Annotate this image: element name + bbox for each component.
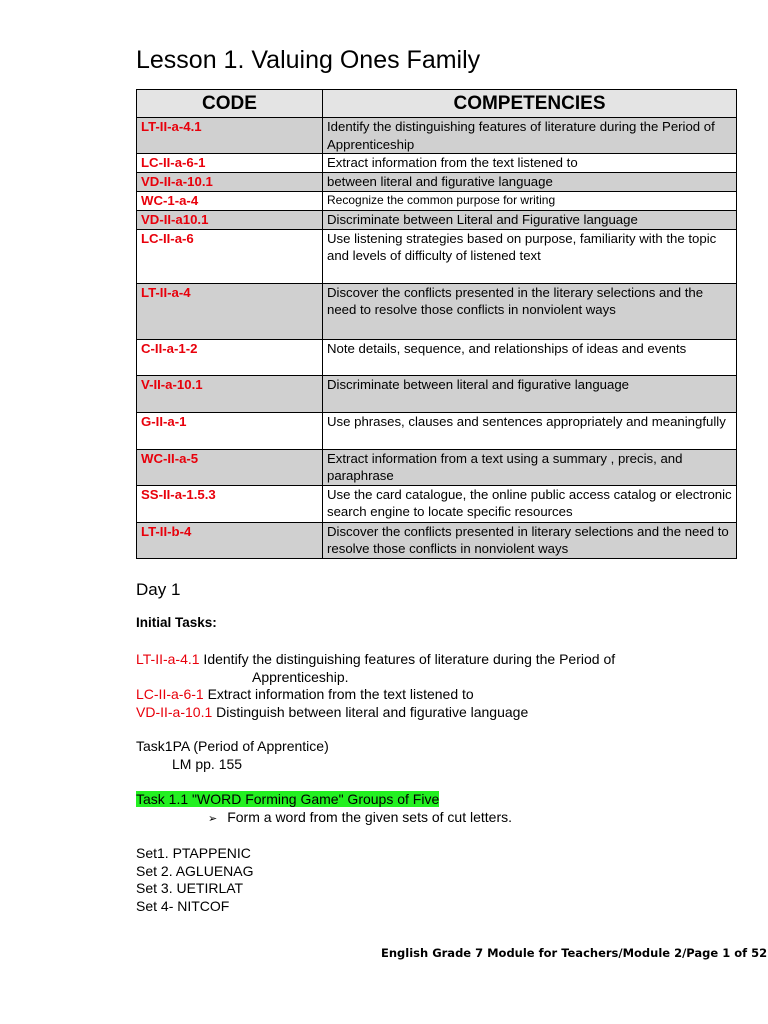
table-header-row bbox=[137, 90, 737, 118]
row-competency: Use listening strategies based on purpose, familiarity with the topic and levels of difficulty of listened text bbox=[323, 229, 737, 283]
set-item: Set 4- NITCOF bbox=[136, 897, 230, 914]
task-code: LC-II-a-6-1 bbox=[136, 686, 204, 702]
task-text: Identify the distinguishing features of literature during the Period of bbox=[199, 651, 616, 667]
footer-prefix: English Grade 7 Module for Teachers/Module 2/Page bbox=[381, 946, 723, 960]
row-competency: Recognize the common purpose for writing bbox=[323, 192, 737, 211]
row-code: VD-II-a-10.1 bbox=[137, 173, 323, 192]
task-text: Distinguish between literal and figurative language bbox=[212, 703, 529, 720]
page-title: Lesson 1. Valuing Ones Family bbox=[136, 46, 481, 74]
row-competency: Use the card catalogue, the online public access catalog or electronic search engine to locate specific resources bbox=[323, 485, 737, 522]
row-competency: Discover the conflicts presented in the literary selections and the need to resolve those conflicts in nonviolent ways bbox=[323, 283, 737, 339]
competencies-table bbox=[136, 89, 737, 559]
initial-task-item bbox=[136, 651, 726, 669]
competencies-header: COMPETENCIES bbox=[323, 90, 737, 118]
table-row bbox=[137, 118, 737, 154]
row-competency: Discover the conflicts presented in literary selections and the need to resolve those conflicts in nonviolent ways bbox=[323, 522, 737, 558]
row-competency: Extract information from the text listened to bbox=[323, 154, 737, 173]
row-code: C-II-a-1-2 bbox=[137, 339, 323, 375]
footer-page: 1 bbox=[722, 946, 731, 960]
table-row bbox=[137, 229, 737, 283]
task-continuation: Apprenticeship. bbox=[252, 668, 349, 685]
footer-of: of bbox=[730, 946, 752, 960]
task11-block bbox=[136, 791, 512, 828]
row-code: LT-II-b-4 bbox=[137, 522, 323, 558]
arrow-bullet-icon: ➢ bbox=[208, 812, 218, 825]
initial-task-item bbox=[136, 704, 726, 722]
row-competency: Identify the distinguishing features of literature during the Period of Apprenticeship bbox=[323, 118, 737, 154]
table-row bbox=[137, 522, 737, 558]
initial-task-item bbox=[136, 686, 726, 704]
row-code: WC-II-a-5 bbox=[137, 449, 323, 485]
task11-bullet-text: Form a word from the given sets of cut letters. bbox=[227, 808, 512, 825]
table-row bbox=[137, 449, 737, 485]
table-row bbox=[137, 154, 737, 173]
table-row bbox=[137, 339, 737, 375]
row-code: LC-II-a-6 bbox=[137, 229, 323, 283]
row-competency: Extract information from a text using a summary , precis, and paraphrase bbox=[323, 449, 737, 485]
set-item: Set1. PTAPPENIC bbox=[136, 845, 251, 861]
row-code: G-II-a-1 bbox=[137, 412, 323, 449]
set-item: Set 2. AGLUENAG bbox=[136, 862, 254, 879]
table-row bbox=[137, 210, 737, 229]
row-code: V-II-a-10.1 bbox=[137, 375, 323, 412]
code-header: CODE bbox=[137, 90, 323, 118]
row-code: LT-II-a-4 bbox=[137, 283, 323, 339]
table-row bbox=[137, 192, 737, 211]
row-code: LC-II-a-6-1 bbox=[137, 154, 323, 173]
row-competency: Use phrases, clauses and sentences appropriately and meaningfully bbox=[323, 412, 737, 449]
task-code: VD-II-a-10.1 bbox=[136, 703, 213, 720]
task1-reference: LM pp. 155 bbox=[172, 755, 243, 772]
row-code: SS-II-a-1.5.3 bbox=[137, 485, 323, 522]
footer-total: 52 bbox=[751, 946, 768, 960]
task-code: LT-II-a-4.1 bbox=[136, 651, 200, 667]
row-code: WC-1-a-4 bbox=[137, 192, 323, 211]
table-row bbox=[137, 375, 737, 412]
row-code: VD-II-a10.1 bbox=[137, 210, 323, 229]
table-row bbox=[137, 173, 737, 192]
page-footer bbox=[381, 946, 767, 960]
task-text: Extract information from the text listened to bbox=[203, 686, 474, 702]
task1-block bbox=[136, 738, 329, 773]
table-row bbox=[137, 485, 737, 522]
row-code: LT-II-a-4.1 bbox=[137, 118, 323, 154]
row-competency: between literal and figurative language bbox=[323, 173, 737, 192]
initial-tasks-list bbox=[136, 651, 726, 721]
table-row bbox=[137, 283, 737, 339]
set-item: Set 3. UETIRLAT bbox=[136, 880, 244, 896]
initial-tasks-heading: Initial Tasks: bbox=[136, 615, 217, 630]
table-row bbox=[137, 412, 737, 449]
day-heading: Day 1 bbox=[136, 580, 181, 599]
task11-bullet bbox=[136, 809, 512, 829]
task11-title: Task 1.1 "WORD Forming Game" Groups of Five bbox=[136, 791, 440, 807]
letter-sets bbox=[136, 845, 254, 915]
row-competency: Note details, sequence, and relationships of ideas and events bbox=[323, 339, 737, 375]
row-competency: Discriminate between Literal and Figurative language bbox=[323, 210, 737, 229]
task1-title: Task1PA (Period of Apprentice) bbox=[136, 738, 329, 754]
row-competency: Discriminate between literal and figurative language bbox=[323, 375, 737, 412]
